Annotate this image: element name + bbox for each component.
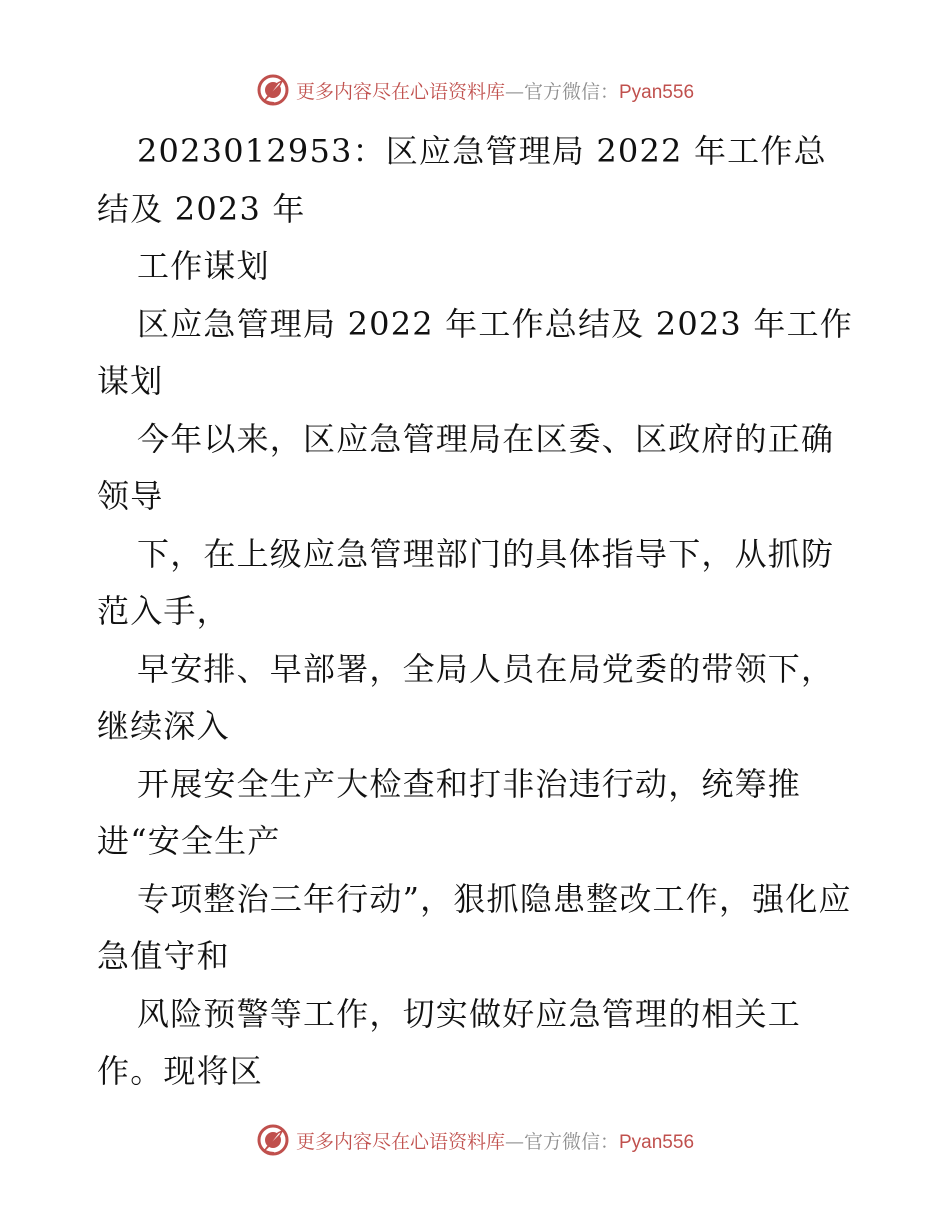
header-watermark — [0, 70, 950, 110]
watermark-id: Pyan556 — [619, 1131, 695, 1153]
paragraph-3: 区应急管理局 2022 年工作总结及 2023 年工作谋划 — [97, 304, 853, 400]
watermark-id: Pyan556 — [619, 81, 695, 103]
paragraph-7: 开展安全生产大检查和打非治违行动，统筹推进“安全生产 — [97, 764, 802, 860]
watermark-prefix: 更多内容尽在心语资料库 — [295, 80, 505, 103]
paragraph-5: 下，在上级应急管理部门的具体指导下，从抓防范入手， — [97, 534, 835, 630]
watermark-middle: 官方微信： — [523, 80, 619, 103]
paragraph-8: 专项整治三年行动”，狠抓隐患整改工作，强化应急值守和 — [97, 879, 852, 975]
quill-logo-icon — [256, 1123, 290, 1157]
watermark-text — [296, 77, 694, 104]
paragraph-1: 2023012953：区应急管理局 2022 年工作总结及 2023 年 — [97, 132, 827, 228]
paragraph-2: 工作谋划 — [137, 247, 270, 285]
watermark-dash: — — [504, 1130, 524, 1153]
watermark-dash: — — [504, 80, 524, 103]
watermark-middle: 官方微信： — [523, 1130, 619, 1153]
watermark-text — [296, 1127, 694, 1154]
watermark-prefix: 更多内容尽在心语资料库 — [295, 1130, 505, 1153]
paragraph-6: 早安排、早部署，全局人员在局党委的带领下，继续深入 — [97, 649, 835, 745]
paragraph-9: 风险预警等工作，切实做好应急管理的相关工作。现将区 — [97, 994, 802, 1090]
footer-watermark — [0, 1120, 950, 1160]
document-body — [97, 123, 857, 1101]
quill-logo-icon — [256, 73, 290, 107]
paragraph-4: 今年以来，区应急管理局在区委、区政府的正确领导 — [97, 419, 835, 515]
